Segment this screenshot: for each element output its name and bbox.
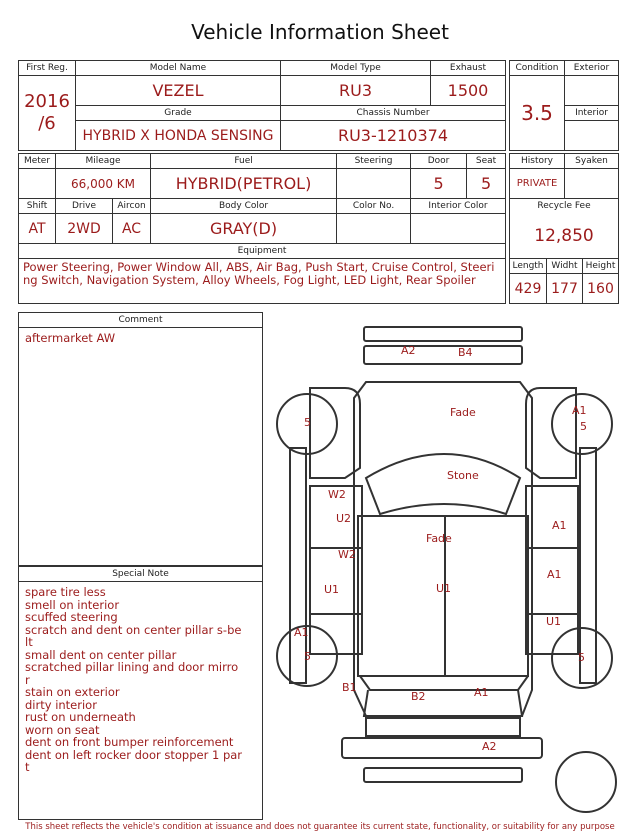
history-label: History [510,154,565,169]
spare-wheel [556,752,616,812]
door-value: 5 [411,169,467,199]
mark-left-u1: U1 [324,583,340,596]
rear-panel-outline [366,718,520,736]
special-note-line: smell on interior [25,597,120,612]
mileage-label: Mileage [56,154,151,169]
special-note-box [18,566,263,820]
chassis-value: RU3-1210374 [281,121,506,151]
mark-roof-fade: Fade [450,406,476,419]
page-title: Vehicle Information Sheet [191,20,449,44]
basic-info-table [18,60,506,151]
mark-left-a1-lower: A1 [294,626,309,639]
drive-value: 2WD [56,214,113,244]
special-note-line: scratch and dent on center pillar s-be [25,622,242,637]
mileage-value: 66,000 KM [56,169,151,199]
mark-body-fade: Fade [426,532,452,545]
mark-top-b4: B4 [458,346,473,359]
length-value: 429 [510,274,547,304]
exterior-label: Exterior [565,61,619,76]
interior-label: Interior [565,106,619,121]
body-color-value: GRAY(D) [151,214,337,244]
special-note-list [19,582,262,778]
length-label: Length [510,259,547,274]
color-no-value [337,214,411,244]
seat-value: 5 [467,169,506,199]
mark-left-w2-lower: W2 [338,548,356,561]
model-name-value: VEZEL [76,76,281,106]
spec-table [18,153,506,304]
windshield-outline [366,454,520,514]
special-note-line: lt [25,635,33,649]
rear-skirt-outline [364,768,522,782]
shift-label: Shift [19,199,56,214]
body-color-label: Body Color [151,199,337,214]
mark-bottom-a2: A2 [482,740,497,753]
trunk-outline [364,690,522,716]
mark-windshield-stone: Stone [447,469,479,482]
special-note-line: small dent on center pillar [25,647,177,662]
mark-center-u1: U1 [436,582,452,595]
mark-right-5-upper: 5 [580,420,587,433]
special-note-line: t [25,760,30,774]
fuel-label: Fuel [151,154,337,169]
equipment-value: Power Steering, Power Window All, ABS, Air Bag, Push Start, Cruise Control, Steering Switch, Navigation System, Alloy Wheels, Fog Light, LED Light, Rear Spoiler [19,259,506,304]
mark-left-u2: U2 [336,512,352,525]
special-note-line: dent on left rocker door stopper 1 par [25,747,243,762]
mark-rear-b2: B2 [411,690,426,703]
right-rear-door [526,548,578,614]
special-note-line: stain on exterior [25,685,120,699]
color-no-label: Color No. [337,199,411,214]
exhaust-value: 1500 [431,76,506,106]
mark-right-a1-mid: A1 [552,519,567,532]
comment-box [18,312,263,566]
right-front-fender [526,388,576,478]
rear-window-outline [360,676,528,690]
exhaust-label: Exhaust [431,61,506,76]
recycle-fee-label: Recycle Fee [510,199,619,214]
hood-front-strip [364,346,522,364]
comment-label: Comment [19,313,262,328]
seat-label: Seat [467,154,506,169]
special-note-line: r [25,672,30,687]
mark-rear-a1: A1 [474,686,489,699]
door-label: Door [411,154,467,169]
mark-right-u1: U1 [546,615,562,628]
right-rocker-outline [580,448,596,683]
left-rocker-outline [290,448,306,683]
history-value: PRIVATE [510,169,565,199]
special-note-line: rust on underneath [25,710,136,724]
meter-label: Meter [19,154,56,169]
shift-value: AT [19,214,56,244]
special-note-label: Special Note [19,567,262,582]
special-note-line: spare tire less [25,585,106,599]
front-bumper-outline [364,327,522,341]
meter-value [19,169,56,199]
width-value: 177 [547,274,583,304]
special-note-line: worn on seat [25,722,100,737]
width-label: Widht [547,259,583,274]
condition-label: Condition [510,61,565,76]
disclaimer-footer: This sheet reflects the vehicle's condition at issuance and does not guarantee its current state, functionality, or suitability for any purpose [25,822,615,832]
grade-label: Grade [76,106,281,121]
mark-left-w2-upper: W2 [328,488,346,501]
first-reg-label: First Reg. [19,61,76,76]
drive-label: Drive [56,199,113,214]
mark-left-5-upper: 5 [304,416,311,429]
fuel-value: HYBRID(PETROL) [151,169,337,199]
mark-right-5-lower: 5 [578,651,585,664]
special-note-line: dent on front bumper reinforcement [25,735,234,749]
mark-right-a1-upper: A1 [572,404,587,417]
syaken-label: Syaken [565,154,619,169]
recycle-fee-value: 12,850 [510,214,619,259]
chassis-label: Chassis Number [281,106,506,121]
aircon-label: Aircon [113,199,151,214]
rear-bumper-outline [342,738,542,758]
mark-left-5-lower: 5 [304,650,311,663]
steering-value [337,169,411,199]
model-type-value: RU3 [281,76,431,106]
mark-top-a2: A2 [401,344,416,357]
interior-color-value [411,214,506,244]
interior-value [565,121,619,151]
steering-label: Steering [337,154,411,169]
model-type-label: Model Type [281,61,431,76]
interior-color-label: Interior Color [411,199,506,214]
body-outline [354,382,532,716]
mark-right-a1-lower: A1 [547,568,562,581]
exterior-value [565,76,619,106]
model-name-label: Model Name [76,61,281,76]
height-label: Height [583,259,619,274]
grade-value: HYBRID X HONDA SENSING [76,121,281,151]
condition-value: 3.5 [510,76,565,151]
mark-rear-b1: B1 [342,681,357,694]
car-diagram [270,318,620,818]
history-table [509,153,619,304]
syaken-value [565,169,619,199]
height-value: 160 [583,274,619,304]
aircon-value: AC [113,214,151,244]
condition-table [509,60,619,151]
special-note-line: scuffed steering [25,610,118,624]
equipment-label: Equipment [19,244,506,259]
special-note-line: scratched pillar lining and door mirro [25,660,239,674]
right-front-door [526,486,578,548]
comment-text: aftermarket AW [25,331,116,345]
special-note-line: dirty interior [25,697,97,712]
first-reg-value: 2016 /6 [19,76,76,151]
